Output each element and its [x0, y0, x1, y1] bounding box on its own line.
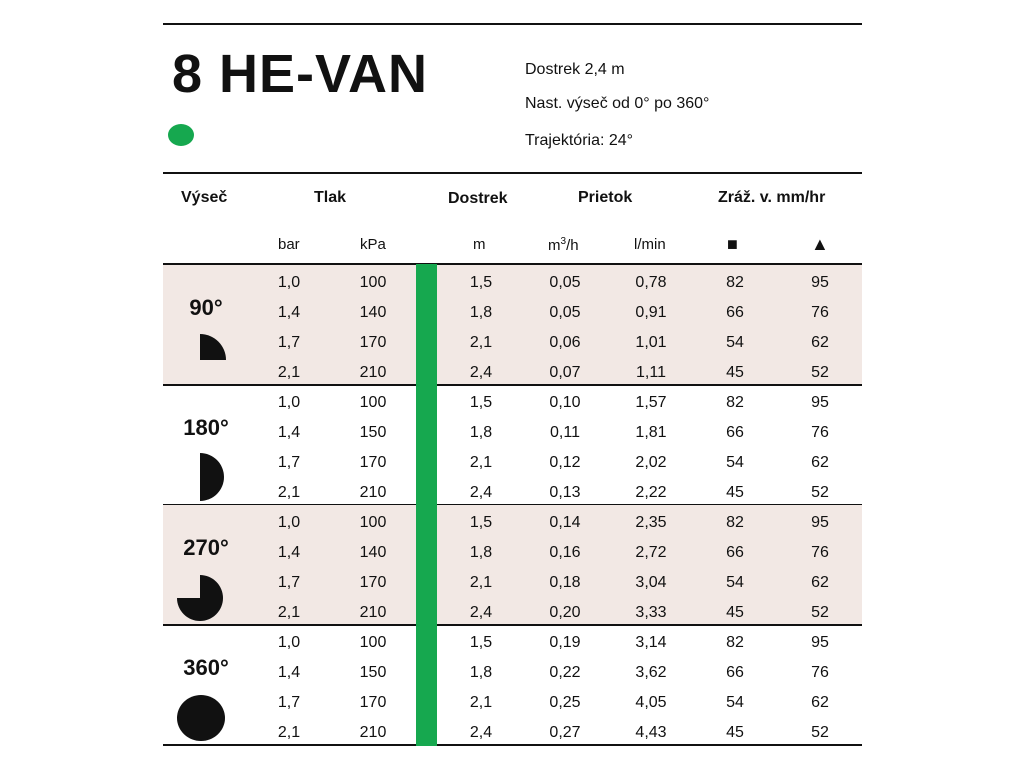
cell-radius: 2,1 [469, 694, 493, 711]
cell-flow-m3h: 0,10 [549, 394, 581, 411]
product-title: 8 HE-VAN [172, 44, 429, 104]
cell-radius: 2,4 [469, 724, 493, 741]
cell-precip-triangle: 76 [811, 304, 829, 321]
cell-precip-triangle: 76 [811, 424, 829, 441]
cell-precip-triangle: 76 [811, 544, 829, 561]
cell-flow-m3h: 0,14 [549, 514, 581, 531]
header-arc: Výseč [181, 189, 228, 206]
cell-precip-square: 45 [726, 604, 744, 621]
arc-full-icon [176, 695, 226, 746]
cell-precip-square: 45 [726, 484, 744, 501]
cell-flow-m3h: 0,16 [549, 544, 581, 561]
cell-flow-m3h: 0,18 [549, 574, 581, 591]
spec-trajectory: Trajektória: 24° [525, 132, 634, 149]
cell-radius: 2,1 [469, 574, 493, 591]
cell-bar: 1,4 [277, 424, 301, 441]
unit-m: m [473, 236, 486, 253]
cell-bar: 1,7 [277, 694, 301, 711]
cell-precip-triangle: 62 [811, 574, 829, 591]
cell-bar: 1,0 [277, 634, 301, 651]
cell-flow-lmin: 3,14 [635, 634, 667, 651]
cell-flow-lmin: 1,11 [636, 364, 666, 381]
cell-flow-lmin: 0,78 [635, 274, 667, 291]
header-radius: Dostrek [448, 190, 508, 207]
unit-kpa: kPa [360, 236, 386, 253]
square-icon: ■ [727, 234, 738, 254]
cell-flow-lmin: 1,01 [635, 334, 667, 351]
cell-radius: 2,4 [469, 364, 493, 381]
cell-precip-triangle: 62 [811, 454, 829, 471]
cell-kpa: 150 [359, 664, 387, 681]
header-rule [163, 172, 862, 174]
cell-flow-lmin: 4,43 [635, 724, 667, 741]
cell-bar: 2,1 [277, 484, 301, 501]
cell-radius: 1,5 [469, 394, 493, 411]
arc-angle-label: 360° [183, 655, 229, 680]
nozzle-color-dot [168, 124, 194, 146]
cell-bar: 1,0 [277, 514, 301, 531]
cell-flow-m3h: 0,12 [549, 454, 581, 471]
cell-precip-square: 45 [726, 724, 744, 741]
cell-radius: 1,8 [469, 424, 493, 441]
cell-kpa: 170 [359, 454, 387, 471]
cell-bar: 1,4 [277, 304, 301, 321]
cell-flow-lmin: 2,02 [635, 454, 667, 471]
cell-kpa: 210 [359, 604, 387, 621]
cell-precip-square: 54 [726, 334, 744, 351]
cell-flow-m3h: 0,06 [549, 334, 581, 351]
cell-flow-lmin: 1,81 [635, 424, 667, 441]
cell-radius: 1,8 [469, 304, 493, 321]
unit-m3h: $m^3/h$ [548, 236, 579, 254]
cell-precip-triangle: 95 [811, 514, 829, 531]
cell-precip-triangle: 52 [811, 724, 829, 741]
cell-precip-triangle: 95 [811, 634, 829, 651]
cell-flow-lmin: 4,05 [635, 694, 667, 711]
cell-kpa: 100 [359, 634, 387, 651]
cell-flow-lmin: 3,62 [635, 664, 667, 681]
cell-radius: 2,4 [469, 604, 493, 621]
arc-angle-label: 90° [189, 295, 223, 320]
cell-flow-lmin: 2,72 [635, 544, 667, 561]
cell-kpa: 140 [359, 544, 387, 561]
cell-bar: 1,4 [277, 664, 301, 681]
cell-radius: 1,5 [469, 274, 493, 291]
cell-precip-triangle: 95 [811, 274, 829, 291]
cell-bar: 1,0 [277, 274, 301, 291]
cell-radius: 2,4 [469, 484, 493, 501]
cell-flow-m3h: 0,20 [549, 604, 581, 621]
cell-radius: 1,8 [469, 544, 493, 561]
cell-flow-lmin: 3,04 [635, 574, 667, 591]
spec-arc: Nast. výseč od 0° po 360° [525, 95, 710, 112]
cell-bar: 1,4 [277, 544, 301, 561]
unit-bar: bar [278, 236, 300, 253]
triangle-icon: ▲ [811, 234, 829, 254]
cell-kpa: 100 [359, 274, 387, 291]
cell-kpa: 170 [359, 574, 387, 591]
cell-flow-lmin: 1,57 [635, 394, 667, 411]
cell-flow-m3h: 0,19 [549, 634, 581, 651]
cell-precip-triangle: 52 [811, 484, 829, 501]
cell-bar: 2,1 [277, 724, 301, 741]
header-pressure: Tlak [314, 189, 347, 206]
cell-flow-m3h: 0,13 [549, 484, 581, 501]
nozzle-color-bar [416, 264, 437, 746]
cell-flow-m3h: 0,05 [549, 304, 581, 321]
cell-radius: 1,8 [469, 664, 493, 681]
cell-flow-m3h: 0,07 [549, 364, 581, 381]
cell-bar: 1,7 [277, 454, 301, 471]
unit-lmin: l/min [634, 236, 666, 253]
cell-flow-m3h: 0,05 [549, 274, 581, 291]
cell-bar: 2,1 [277, 604, 301, 621]
cell-flow-m3h: 0,27 [549, 724, 581, 741]
header-precip: Zráž. v. mm/hr [718, 189, 826, 206]
cell-flow-lmin: 0,91 [635, 304, 667, 321]
cell-precip-square: 82 [726, 634, 744, 651]
cell-kpa: 150 [359, 424, 387, 441]
cell-precip-triangle: 52 [811, 364, 829, 381]
group-separator [163, 384, 862, 386]
cell-precip-triangle: 62 [811, 694, 829, 711]
group-separator [163, 624, 862, 626]
cell-precip-square: 54 [726, 574, 744, 591]
cell-kpa: 170 [359, 694, 387, 711]
cell-kpa: 140 [359, 304, 387, 321]
cell-radius: 2,1 [469, 454, 493, 471]
arc-three-quarter-icon [175, 575, 225, 626]
cell-precip-square: 66 [726, 304, 744, 321]
cell-precip-triangle: 52 [811, 604, 829, 621]
cell-radius: 1,5 [469, 514, 493, 531]
cell-kpa: 210 [359, 484, 387, 501]
cell-bar: 1,7 [277, 574, 301, 591]
cell-precip-triangle: 95 [811, 394, 829, 411]
cell-flow-m3h: 0,22 [549, 664, 581, 681]
cell-kpa: 100 [359, 394, 387, 411]
top-rule [163, 23, 862, 25]
cell-precip-square: 82 [726, 514, 744, 531]
cell-precip-square: 66 [726, 664, 744, 681]
spec-range: Dostrek 2,4 m [525, 61, 625, 78]
group-separator [163, 744, 862, 746]
cell-radius: 1,5 [469, 634, 493, 651]
arc-quarter-icon [200, 334, 226, 365]
cell-precip-triangle: 62 [811, 334, 829, 351]
cell-kpa: 100 [359, 514, 387, 531]
cell-flow-m3h: 0,11 [550, 424, 580, 441]
cell-flow-lmin: 2,35 [635, 514, 667, 531]
cell-kpa: 210 [359, 724, 387, 741]
cell-precip-square: 82 [726, 274, 744, 291]
cell-kpa: 170 [359, 334, 387, 351]
cell-precip-square: 66 [726, 424, 744, 441]
arc-half-icon [200, 453, 226, 506]
cell-precip-square: 82 [726, 394, 744, 411]
cell-bar: 1,0 [277, 394, 301, 411]
cell-precip-square: 66 [726, 544, 744, 561]
cell-precip-triangle: 76 [811, 664, 829, 681]
cell-precip-square: 45 [726, 364, 744, 381]
cell-bar: 1,7 [277, 334, 301, 351]
arc-angle-label: 180° [183, 415, 229, 440]
cell-radius: 2,1 [469, 334, 493, 351]
cell-bar: 2,1 [277, 364, 301, 381]
cell-flow-lmin: 2,22 [635, 484, 667, 501]
arc-angle-label: 270° [183, 535, 229, 560]
cell-kpa: 210 [359, 364, 387, 381]
cell-flow-lmin: 3,33 [635, 604, 667, 621]
cell-precip-square: 54 [726, 694, 744, 711]
header-flow: Prietok [578, 189, 633, 206]
cell-precip-square: 54 [726, 454, 744, 471]
cell-flow-m3h: 0,25 [549, 694, 581, 711]
